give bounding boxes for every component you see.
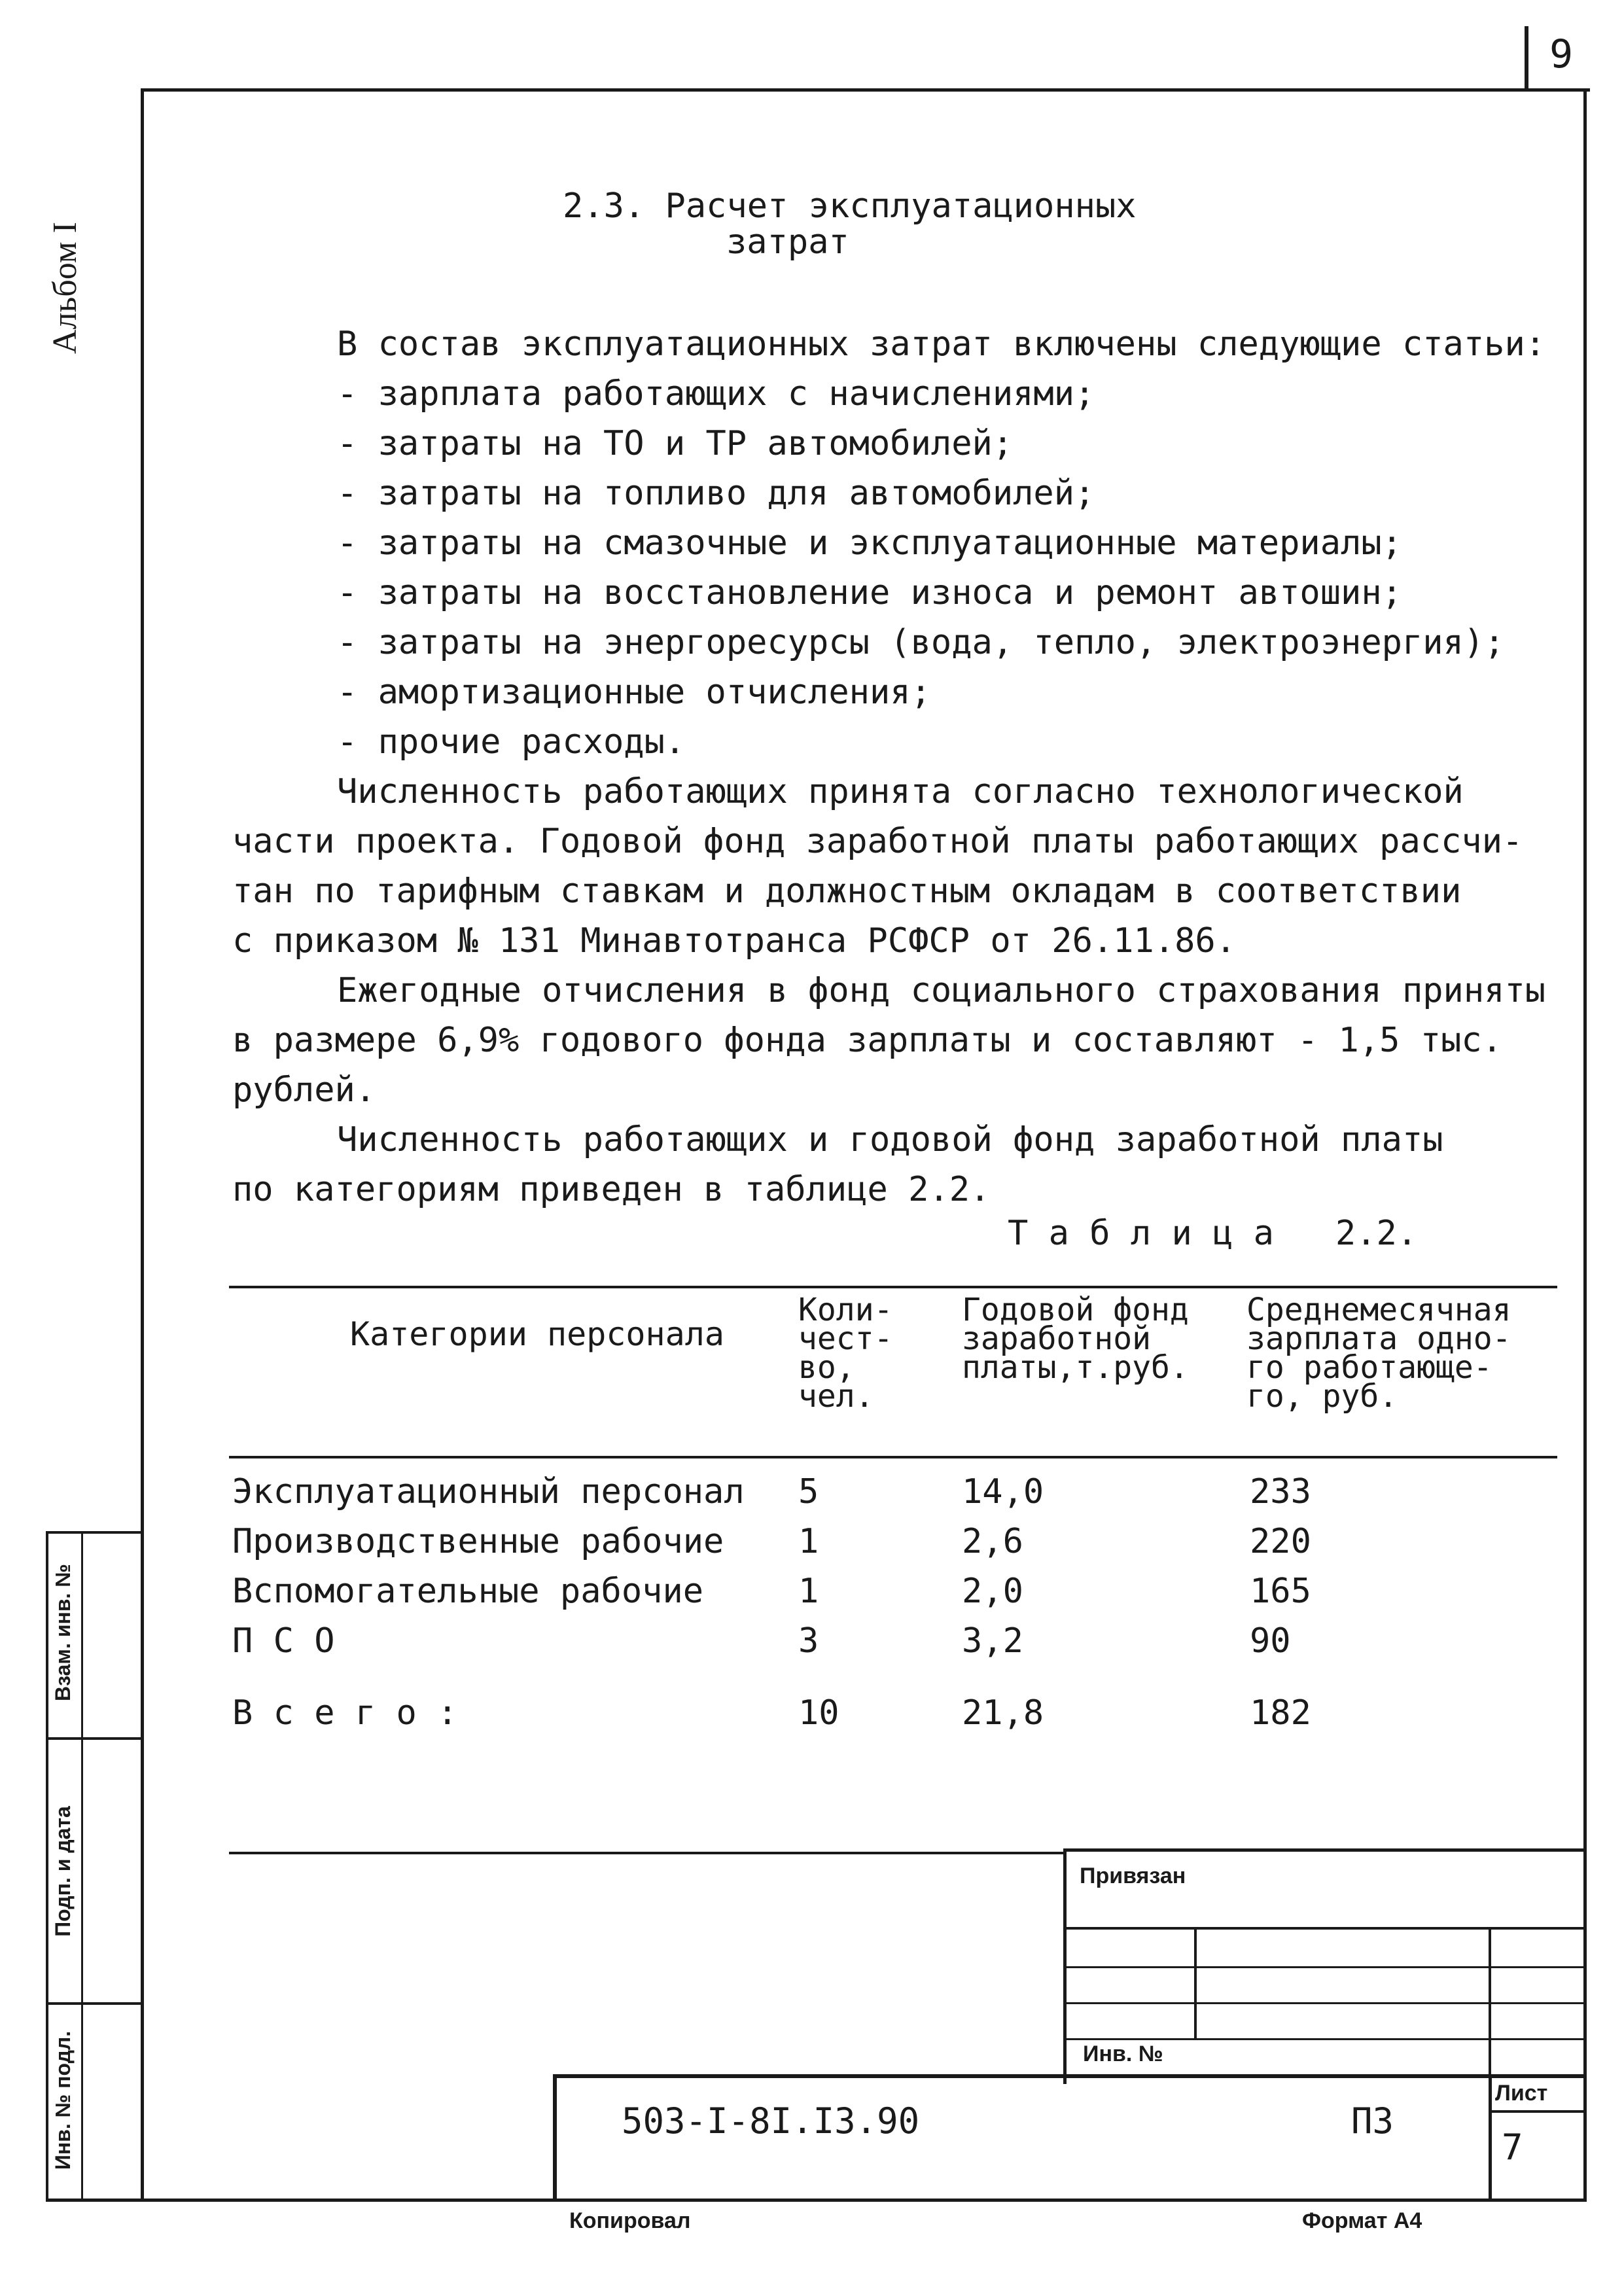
table-total-count: 10 [798,1693,839,1733]
table-cell-avg-salary: 233 [1250,1472,1311,1511]
paragraph-line: Ежегодные отчисления в фонд социального страхования приняты [337,971,1546,1010]
side-field-vzam: Взам. инв. № [51,1564,75,1701]
sheet-number: 7 [1502,2127,1523,2168]
table-caption: Т а б л и ц а 2.2. [1008,1214,1418,1253]
paragraph-line: части проекта. Годовой фонд заработной платы работающих рассчи- [232,822,1523,861]
stamp-outer-top [1063,1848,1587,1852]
table-cell-category: Вспомогательные рабочие [232,1572,704,1611]
stamp-separator [229,1852,1067,1854]
table-header-avg-salary: Среднемесячная зарплата одно- го работающе- го, руб. [1246,1292,1511,1415]
table-cell-fund: 2,6 [962,1522,1023,1561]
stamp-col-line [1489,1927,1491,2084]
frame-bottom [46,2199,1587,2202]
titleblock-left [553,2074,557,2202]
paragraph-line: по категориям приведен в таблице 2.2. [232,1170,991,1209]
intro-text: В состав эксплуатационных затрат включены следующие статьи: [337,325,1546,364]
table-cell-category: П С О [232,1621,335,1661]
page-number: 9 [1549,31,1574,77]
side-field-inv-podl: Инв. № подл. [51,2030,75,2170]
table-cell-count: 3 [798,1621,819,1661]
table-cell-avg-salary: 90 [1250,1621,1291,1661]
list-item: - затраты на энергоресурсы (вода, тепло, электроэнергия); [337,623,1505,662]
stamp-row-line [1063,1966,1587,1968]
table-header-rule [229,1456,1557,1458]
table-cell-category: Производственные рабочие [232,1522,724,1561]
table-total-row [232,1693,1541,1739]
paragraph-line: рублей. [232,1070,376,1110]
sheet-box-divider [1489,2110,1587,2113]
paragraph-line: тан по тарифным ставкам и должностным окладам в соответствии [232,872,1462,911]
album-label: Альбом I [46,222,84,354]
table-cell-avg-salary: 165 [1250,1572,1311,1611]
paragraph-insurance [232,966,1545,1115]
doc-code: 503-I-8I.I3.90 [622,2100,920,2142]
frame-right [1583,88,1587,2202]
list-item: - затраты на смазочные и эксплуатационные материалы; [337,523,1402,563]
side-strip-div1 [46,1737,144,1740]
stamp-row-line [1063,2002,1587,2004]
stamp-col-line [1194,1927,1197,2038]
paragraph-line: с приказом № 131 Минавтотранса РСФСР от 26.11.86. [232,921,1237,961]
paragraph-table-ref [232,1115,1443,1214]
table-cell-category: Эксплуатационный персонал [232,1472,745,1511]
stamp-privyazan: Привязан [1080,1863,1186,1888]
list-item: - затраты на топливо для автомобилей; [337,474,1095,513]
table-total-avg-salary: 182 [1250,1693,1311,1733]
table-cell-count: 1 [798,1572,819,1611]
table-cell-count: 5 [798,1472,819,1511]
cost-items-list [337,369,1504,767]
table-cell-fund: 14,0 [962,1472,1044,1511]
table-row [232,1621,1541,1667]
table-row [232,1572,1541,1617]
page-number-divider [1525,26,1528,92]
table-total-label: В с е г о : [232,1693,458,1733]
titleblock-top [553,2074,1587,2078]
table-cell-avg-salary: 220 [1250,1522,1311,1561]
table-cell-count: 1 [798,1522,819,1561]
paragraph-staffing [232,767,1523,966]
paragraph-line: Численность работающих и годовой фонд заработной платы [337,1120,1443,1159]
paragraph-line: Численность работающих принята согласно технологической [337,772,1464,811]
table-header-category: Категории персонала [350,1315,724,1353]
list-item: - зарплата работающих с начислениями; [337,374,1095,414]
side-field-podp: Подп. и дата [51,1806,75,1937]
frame-top [141,88,1590,92]
sheet-box-left [1489,2074,1492,2202]
table-header-count: Коли- чест- во, чел. [798,1292,893,1415]
table-row [232,1522,1541,1568]
section-title-line1: 2.3. Расчет эксплуатационных [563,186,1137,226]
side-strip-inner [81,1531,83,2202]
table-cell-fund: 3,2 [962,1621,1023,1661]
sheet-label: Лист [1495,2081,1548,2106]
table-total-fund: 21,8 [962,1693,1044,1733]
section-title-line2: затрат [726,222,849,262]
table-header-fund: Годовой фонд заработной платы,т.руб. [962,1292,1189,1386]
stamp-row-line [1063,1927,1587,1930]
table-top-rule [229,1286,1557,1288]
table-cell-fund: 2,0 [962,1572,1023,1611]
list-item: - затраты на восстановление износа и ремонт автошин; [337,573,1402,612]
footer-format: Формат А4 [1302,2208,1422,2233]
footer-copied: Копировал [569,2208,691,2233]
list-item: - затраты на ТО и ТР автомобилей; [337,424,1014,463]
paragraph-line: в размере 6,9% годового фонда зарплаты и составляют - 1,5 тыс. [232,1021,1503,1060]
list-item: - прочие расходы. [337,722,686,762]
list-item: - амортизационные отчисления; [337,673,931,712]
doc-type: ПЗ [1351,2100,1394,2142]
table-row [232,1472,1541,1518]
frame-left [141,88,144,2202]
stamp-inv-no: Инв. № [1083,2041,1163,2066]
side-strip-top [46,1531,144,1534]
stamp-row-line [1063,2038,1587,2040]
